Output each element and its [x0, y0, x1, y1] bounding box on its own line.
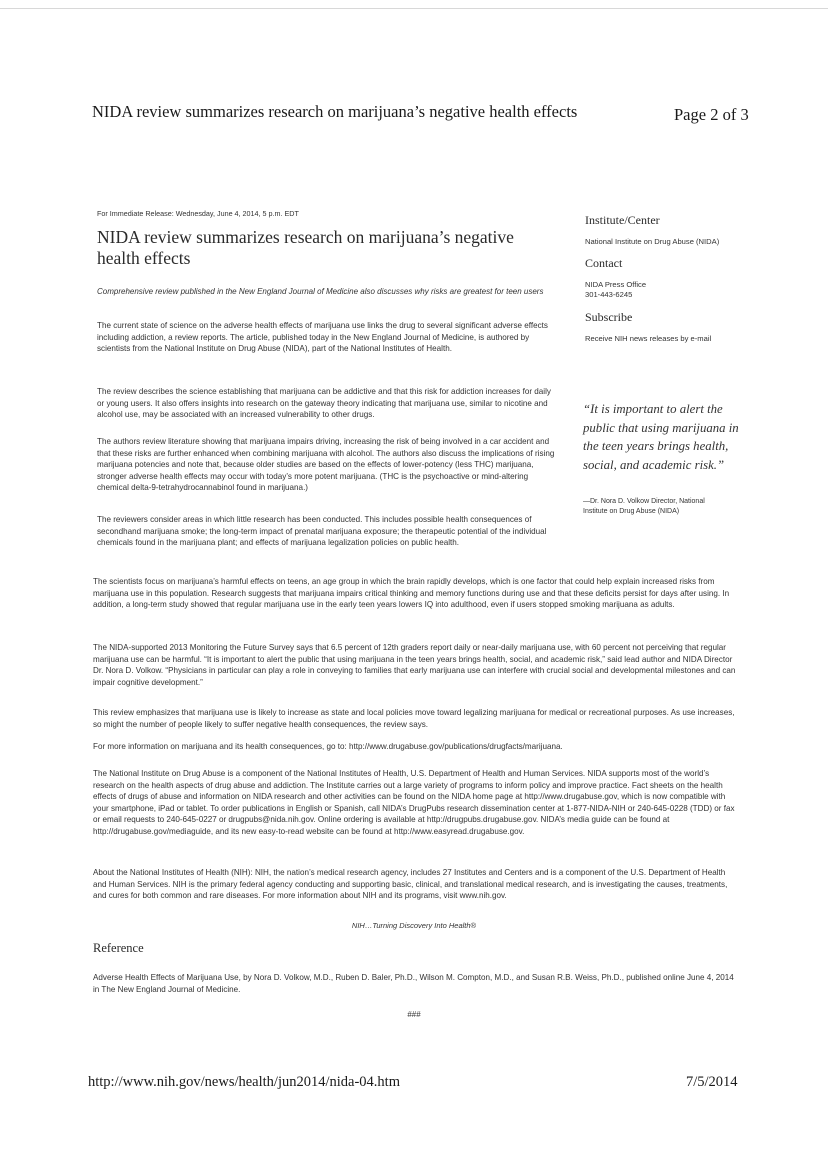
nih-tagline: NIH…Turning Discovery Into Health®	[351, 921, 477, 930]
subscribe-heading: Subscribe	[585, 310, 633, 324]
paragraph-2: The review describes the science establishing that marijuana can be addictive and that this risk for addiction increases for daily or young users. It also offers insights into research on the gateway theory indicating that marijuana use, similar to nicotine and alcohol use, may be associated with an increased vulnerability to other drugs.	[97, 387, 551, 420]
quote-attribution: —Dr. Nora D. Volkow Director, National Institute on Drug Abuse (NIDA)	[583, 498, 705, 515]
contact-phone: 301-443-6245	[585, 290, 633, 299]
release-date: For Immediate Release: Wednesday, June 4, 2014, 5 p.m. EDT	[97, 209, 299, 218]
subscribe-link[interactable]: Receive NIH news releases by e-mail	[585, 334, 712, 343]
paragraph-8: For more information on marijuana and its health consequences, go to: http://www.drugabuse.gov/publications/drugfacts/marijuana.	[93, 742, 563, 751]
paragraph-7: This review emphasizes that marijuana use is likely to increase as state and local policies move toward legalizing marijuana for medical or recreational purposes. As use increases, so might the number of people likely to suffer negative health consequences, the review says.	[93, 708, 735, 729]
paragraph-5: The scientists focus on marijuana’s harmful effects on teens, an age group in which the brain rapidly develops, which is one factor that could help explain increased risks from marijuana use in this population. Research suggests that marijuana impairs critical thinking and memory functions during use and that these deficits persist for days after using. In addition, a long-term study showed that regular marijuana use in the early teen years lowers IQ into adulthood, even if users stopped smoking marijuana as adults.	[93, 577, 730, 610]
top-divider	[0, 8, 828, 9]
pull-quote: “It is important to alert the public that using marijuana in the teen years brings health, social, and academic risk.”	[583, 402, 739, 472]
institute-heading: Institute/Center	[585, 213, 660, 227]
paragraph-1: The current state of science on the adverse health effects of marijuana use links the drug to several significant adverse effects including addiction, a review reports. The article, published today in the New England Journal of Medicine, is authored by scientists from the National Institute on Drug Abuse (NIDA), part of the National Institutes of Health.	[97, 321, 548, 354]
paragraph-10: About the National Institutes of Health (NIH): NIH, the nation’s medical research agency, includes 27 Institutes and Centers and is a component of the U.S. Department of Health and Human Services. NIH is the primary federal agency conducting and supporting basic, clinical, and translational medical research, and is investigating the causes, treatments, and cures for both common and rare diseases. For more information about NIH and its programs, visit www.nih.gov.	[93, 868, 728, 901]
subtitle: Comprehensive review published in the New England Journal of Medicine also discusses why risks are greatest for teen users	[97, 287, 544, 296]
contact-heading: Contact	[585, 256, 623, 270]
paragraph-4: The reviewers consider areas in which little research has been conducted. This includes possible health consequences of secondhand marijuana smoke; the long-term impact of prenatal marijuana exposure; the therapeutic potential of the individual chemicals found in the marijuana plant; and effects of marijuana legalization policies on public health.	[97, 515, 547, 548]
end-mark: ###	[407, 1010, 421, 1019]
footer-url: http://www.nih.gov/news/health/jun2014/nida-04.htm	[88, 1074, 400, 1090]
institute-link[interactable]: National Institute on Drug Abuse (NIDA)	[585, 237, 720, 246]
reference-heading: Reference	[93, 941, 144, 955]
paragraph-3: The authors review literature showing that marijuana impairs driving, increasing the risk of being involved in a car accident and that these risks are further enhanced when combining marijuana with alcohol. The authors also discuss the implications of rising marijuana potencies and note that, because older studies are based on the effects of lower-potency (less THC) marijuana, stronger adverse health effects may occur with today’s more potent marijuana. (THC is the psychoactive or mind-altering chemical delta-9-tetrahydrocannabinol found in marijuana.)	[97, 437, 555, 493]
footer-date: 7/5/2014	[686, 1074, 738, 1090]
reference-text: Adverse Health Effects of Marijuana Use, by Nora D. Volkow, M.D., Ruben D. Baler, Ph.D., Wilson M. Compton, M.D., and Susan R.B. Weiss, Ph.D., published online June 4, 2014 in The New England Journal of Medicine.	[93, 973, 734, 994]
paragraph-6: The NIDA-supported 2013 Monitoring the Future Survey says that 6.5 percent of 12th graders report daily or near-daily marijuana use, with 60 percent not perceiving that regular marijuana use can be harmful. “It is important to alert the public that using marijuana in the teen years brings health, social, and academic risk,” said lead author and NIDA Director Dr. Nora D. Volkow. “Physicians in particular can play a role in conveying to families that early marijuana use can interfere with crucial social and developmental milestones and can impair cognitive development.”	[93, 643, 736, 687]
contact-name: NIDA Press Office	[585, 280, 647, 289]
page-title: NIDA review summarizes research on marijuana’s negative health effects	[97, 227, 514, 268]
print-page-number: Page 2 of 3	[674, 105, 749, 124]
paragraph-9: The National Institute on Drug Abuse is a component of the National Institutes of Health, U.S. Department of Health and Human Services. NIDA supports most of the world’s research on the health aspects of drug abuse and addiction. The Institute carries out a large variety of programs to inform policy and improve practice. Fact sheets on the health effects of drugs of abuse and information on NIDA research and other activities can be found on the NIDA home page at http://www.drugabuse.gov, which is now compatible with your smartphone, iPad or tablet. To order publications in English or Spanish, call NIDA’s DrugPubs research dissemination center at 1-877-NIDA-NIH or 240-645-0228 (TDD) or fax or email requests to 240-645-0227 or drugpubs@nida.nih.gov. Online ordering is available at http://drugpubs.drugabuse.gov. NIDA’s media guide can be found at http://drugabuse.gov/mediaguide, and its new easy-to-read website can be found at http://www.easyread.drugabuse.gov.	[93, 769, 735, 836]
print-header-title: NIDA review summarizes research on marijuana’s negative health effects	[92, 102, 578, 121]
